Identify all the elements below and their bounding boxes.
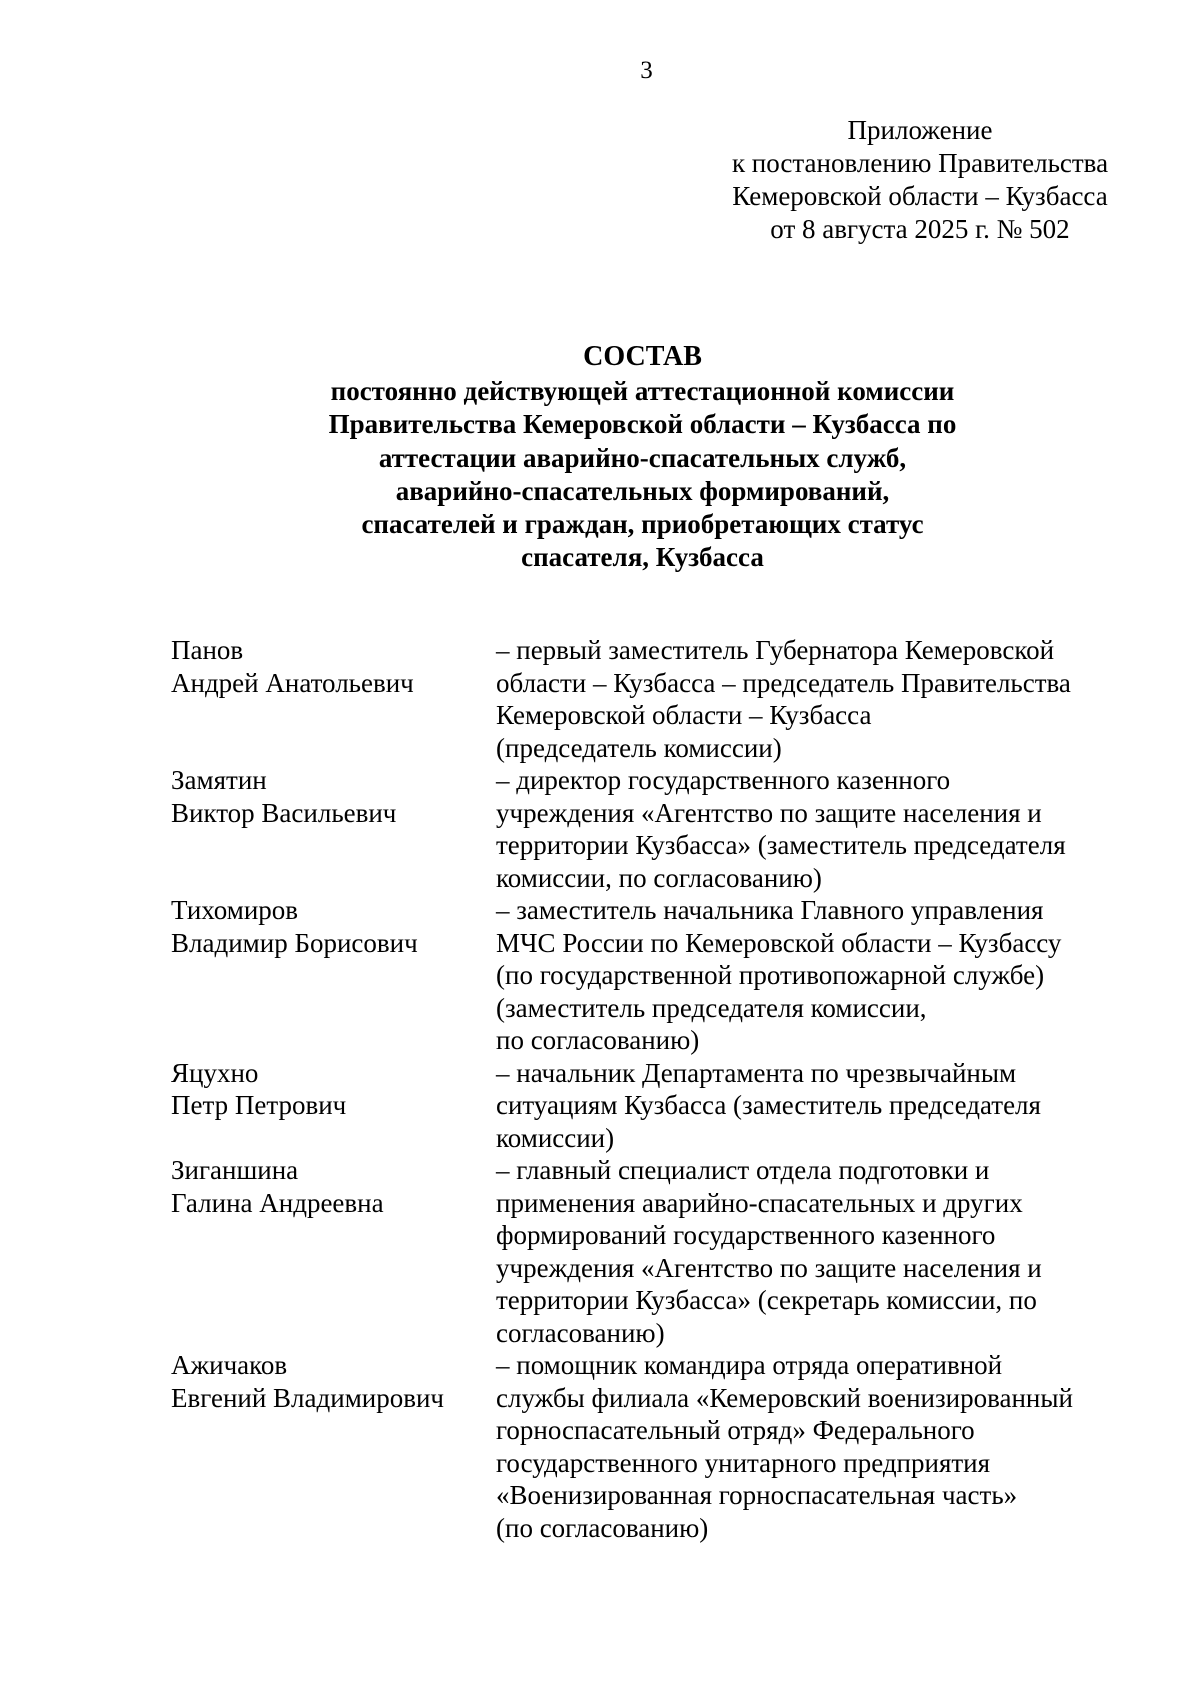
member-role [496, 894, 1131, 1057]
role-line: – главный специалист отдела подготовки и [496, 1155, 990, 1185]
members-list [171, 634, 1131, 1544]
role-line: (заместитель председателя комиссии, [496, 992, 927, 1023]
role-line: территории Кузбасса» (секретарь комиссии, по [496, 1285, 1037, 1315]
title-heading: СОСТАВ [583, 341, 702, 372]
document-title [250, 339, 1035, 575]
title-line: аттестации аварийно-спасательных служб, [378, 442, 907, 473]
appendix-header [700, 114, 1140, 246]
page-number: 3 [640, 57, 653, 84]
member-given-names: Владимир Борисович [171, 927, 418, 958]
member-role [496, 634, 1131, 764]
role-line: «Военизированная горноспасательная часть» [496, 1480, 1018, 1510]
role-line: учреждения «Агентство по защите населения и [496, 1252, 1042, 1283]
member-name [171, 894, 496, 1057]
role-line: – первый заместитель Губернатора Кемеровской [496, 635, 1055, 665]
member-surname: Яцухно [171, 1057, 259, 1088]
role-line: – директор государственного казенного [496, 765, 951, 795]
member-given-names: Виктор Васильевич [171, 797, 397, 828]
role-line: (председатель комиссии) [496, 732, 782, 763]
appendix-line: к постановлению Правительства [731, 148, 1109, 178]
member-role [496, 1154, 1131, 1349]
member-entry [171, 764, 1131, 894]
title-line: Правительства Кемеровской области – Кузбасса по [328, 409, 957, 440]
role-line: государственного унитарного предприятия [496, 1447, 991, 1478]
role-line: формирований государственного казенного [496, 1220, 996, 1250]
role-line: горноспасательный отряд» Федерального [496, 1415, 975, 1445]
member-surname: Ажичаков [171, 1350, 288, 1380]
member-name [171, 634, 496, 764]
member-given-names: Евгений Владимирович [171, 1382, 445, 1413]
title-line: постоянно действующей аттестационной комиссии [330, 376, 955, 406]
role-line: (по согласованию) [496, 1512, 709, 1543]
member-surname: Панов [171, 635, 244, 665]
member-entry [171, 634, 1131, 764]
role-line: – заместитель начальника Главного управления [496, 895, 1044, 925]
member-name [171, 1349, 496, 1544]
role-line: службы филиала «Кемеровский военизированный [496, 1382, 1073, 1413]
role-line: комиссии, по согласованию) [496, 862, 822, 893]
title-line: спасателя, Кузбасса [521, 542, 764, 573]
role-line: комиссии) [496, 1122, 615, 1153]
member-given-names: Андрей Анатольевич [171, 667, 414, 698]
role-line: применения аварийно-спасательных и других [496, 1187, 1023, 1218]
member-entry [171, 1154, 1131, 1349]
role-line: – начальник Департамента по чрезвычайным [496, 1057, 1017, 1088]
title-line: аварийно-спасательных формирований, [395, 475, 890, 506]
member-name [171, 1057, 496, 1155]
role-line: МЧС России по Кемеровской области – Кузбассу [496, 927, 1062, 958]
role-line: по согласованию) [496, 1025, 700, 1055]
member-given-names: Галина Андреевна [171, 1187, 384, 1218]
member-surname: Тихомиров [171, 895, 299, 925]
member-entry [171, 1057, 1131, 1155]
member-name [171, 764, 496, 894]
appendix-line: от 8 августа 2025 г. № 502 [770, 214, 1070, 244]
role-line: согласованию) [496, 1317, 665, 1348]
member-name [171, 1154, 496, 1349]
role-line: ситуациям Кузбасса (заместитель председателя [496, 1090, 1041, 1120]
role-line: – помощник командира отряда оперативной [496, 1350, 1003, 1380]
appendix-line: Приложение [847, 115, 993, 145]
member-entry [171, 1349, 1131, 1544]
member-role [496, 1349, 1131, 1544]
member-role [496, 1057, 1131, 1155]
role-line: территории Кузбасса» (заместитель председателя [496, 830, 1066, 860]
member-entry [171, 894, 1131, 1057]
appendix-line: Кемеровской области – Кузбасса [732, 181, 1108, 211]
member-surname: Замятин [171, 765, 267, 795]
member-surname: Зиганшина [171, 1155, 299, 1185]
role-line: Кемеровской области – Кузбасса [496, 700, 872, 730]
role-line: (по государственной противопожарной службе) [496, 960, 1045, 990]
role-line: области – Кузбасса – председатель Правительства [496, 667, 1071, 698]
title-line: спасателей и граждан, приобретающих статус [361, 509, 924, 540]
member-given-names: Петр Петрович [171, 1090, 347, 1120]
member-role [496, 764, 1131, 894]
role-line: учреждения «Агентство по защите населения и [496, 797, 1042, 828]
